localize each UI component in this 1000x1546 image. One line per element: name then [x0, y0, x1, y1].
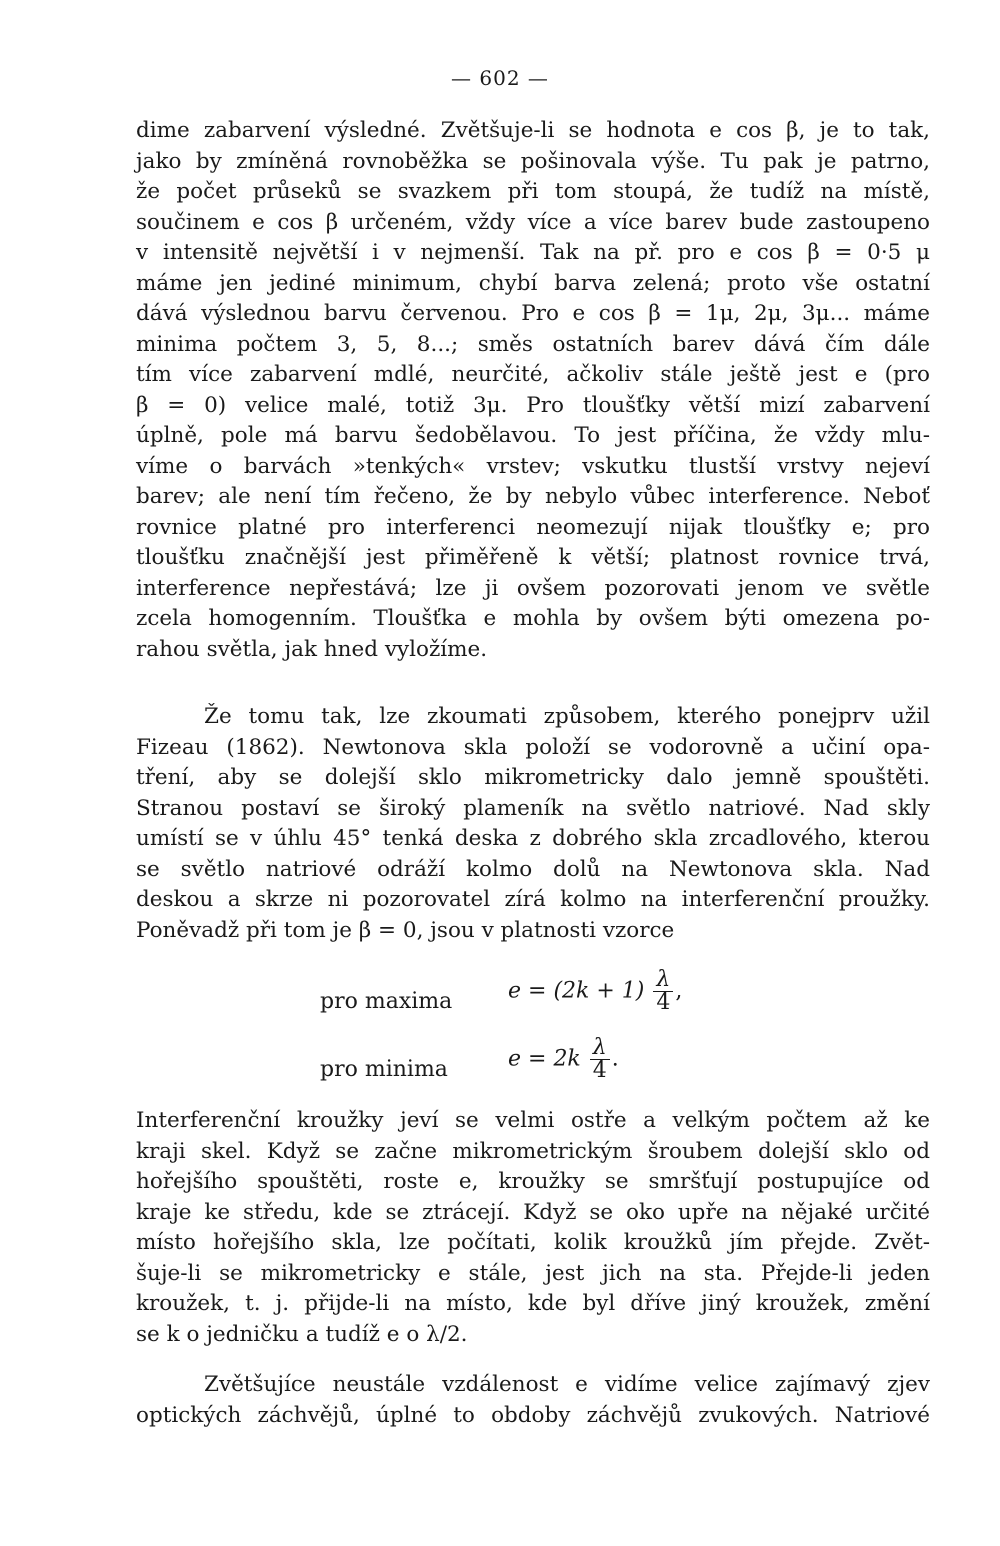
equation-minima	[320, 1030, 780, 1092]
paragraph-3	[136, 1106, 930, 1350]
fraction-denominator: 4	[653, 991, 673, 1014]
fraction-numerator: λ	[656, 967, 671, 992]
text-line: součinem e cos β určeném, vždy více a více barev bude zastoupeno	[136, 209, 930, 235]
text-line: že počet průseků se svazkem při tom stoupá, že tudíž na místě,	[136, 179, 930, 204]
text-line: víme o barvách »tenkých« vrstev; vskutku tlustší vrstvy nejeví	[136, 453, 930, 479]
equation-formula	[508, 969, 682, 1014]
fraction-denominator: 4	[590, 1059, 610, 1082]
text-line: rahou světla, jak hned vyložíme.	[136, 636, 488, 662]
text-line: dává výslednou barvu červenou. Pro e cos β = 1μ, 2μ, 3μ... máme	[136, 301, 930, 326]
text-line: Fizeau (1862). Newtonova skla položí se vodorovně a učiní opa-	[136, 734, 930, 760]
paragraph-4	[136, 1370, 930, 1431]
text-line: hořejšího spouštěti, roste e, kroužky se smršťují postupujíce od	[136, 1169, 930, 1194]
text-line: Zvětšujíce neustále vzdálenost e vidíme velice zajímavý zjev	[204, 1372, 930, 1397]
text-line: tím více zabarvení mdlé, neurčité, ačkoliv stále ještě jest e (pro	[136, 362, 930, 387]
text-line: tření, aby se dolejší sklo mikrometricky dalo jemně spouštěti.	[136, 765, 930, 790]
text-line: tloušťku značnější jest přiměřeně k větší; platnost rovnice trvá,	[136, 545, 930, 570]
equation-lhs: e = (2k + 1)	[508, 978, 645, 1004]
text-line: umístí se v úhlu 45° tenká deska z dobrého skla zrcadlového, kterou	[136, 826, 930, 851]
text-line: šuje-li se mikrometricky e stále, jest jich na sta. Přejde-li jeden	[136, 1260, 930, 1286]
fraction	[590, 1037, 610, 1082]
text-line: dime zabarvení výsledné. Zvětšuje-li se hodnota e cos β, je to tak,	[136, 118, 930, 143]
text-line: Poněvadž při tom je β = 0, jsou v platnosti vzorce	[136, 917, 675, 943]
text-line: zcela homogenním. Tloušťka e mohla by ovšem býti omezena po-	[136, 606, 930, 631]
text-line: minima počtem 3, 5, 8...; směs ostatních barev dává čím dále	[136, 331, 930, 357]
paragraph-1	[136, 116, 930, 665]
page-number: — 602 —	[451, 66, 549, 90]
text-line: se k o jedničku a tudíž e o λ/2.	[136, 1321, 468, 1347]
equation-punctuation: .	[611, 1046, 619, 1072]
text-line: optických záchvějů, úplné to obdoby záchvějů zvukových. Natriové	[136, 1402, 930, 1428]
equation-formula	[508, 1037, 619, 1082]
fraction-numerator: λ	[592, 1035, 607, 1060]
text-line: máme jen jediné minimum, chybí barva zelená; proto vše ostatní	[136, 270, 930, 296]
paragraph-2	[136, 702, 930, 946]
equation-label: pro maxima	[320, 989, 453, 1014]
text-line: úplně, pole má barvu šedobělavou. To jest příčina, že vždy mlu-	[136, 423, 930, 448]
text-line: β = 0) velice malé, totiž 3μ. Pro tloušťky větší mizí zabarvení	[136, 392, 930, 418]
text-line: Že tomu tak, lze zkoumati způsobem, kterého ponejprv užil	[204, 704, 930, 729]
text-line: barev; ale není tím řečeno, že by nebylo vůbec interference. Neboť	[136, 484, 930, 509]
fraction	[653, 969, 673, 1014]
text-line: interference nepřestává; lze ji ovšem pozorovati jenom ve světle	[136, 575, 930, 601]
text-line: Stranou postaví se široký plameník na světlo natriové. Nad skly	[136, 795, 930, 821]
text-line: Interferenční kroužky jeví se velmi ostře a velkým počtem až ke	[136, 1108, 930, 1133]
text-line: kraje ke středu, kde se ztrácejí. Když se oko upře na nějaké určité	[136, 1199, 930, 1225]
text-line: místo hořejšího skla, lze počítati, kolik kroužků jím přejde. Zvět-	[136, 1230, 930, 1255]
text-line: v intensitě největší i v nejmenší. Tak na př. pro e cos β = 0·5 μ	[136, 240, 930, 265]
equation-lhs: e = 2k	[508, 1046, 581, 1072]
text-line: kraji skel. Když se začne mikrometrickým šroubem dolejší sklo od	[136, 1138, 930, 1164]
equation-label: pro minima	[320, 1057, 448, 1082]
equation-maxima	[320, 962, 780, 1024]
text-line: deskou a skrze ni pozorovatel zírá kolmo na interferenční proužky.	[136, 887, 930, 912]
text-line: kroužek, t. j. přijde-li na místo, kde byl dříve jiný kroužek, změní	[136, 1291, 930, 1316]
text-line: jako by zmíněná rovnoběžka se pošinovala výše. Tu pak je patrno,	[136, 148, 930, 174]
equation-punctuation: ,	[675, 978, 683, 1004]
text-line: rovnice platné pro interferenci neomezují nijak tloušťky e; pro	[136, 514, 930, 540]
text-line: se světlo natriové odráží kolmo dolů na Newtonova skla. Nad	[136, 856, 930, 882]
